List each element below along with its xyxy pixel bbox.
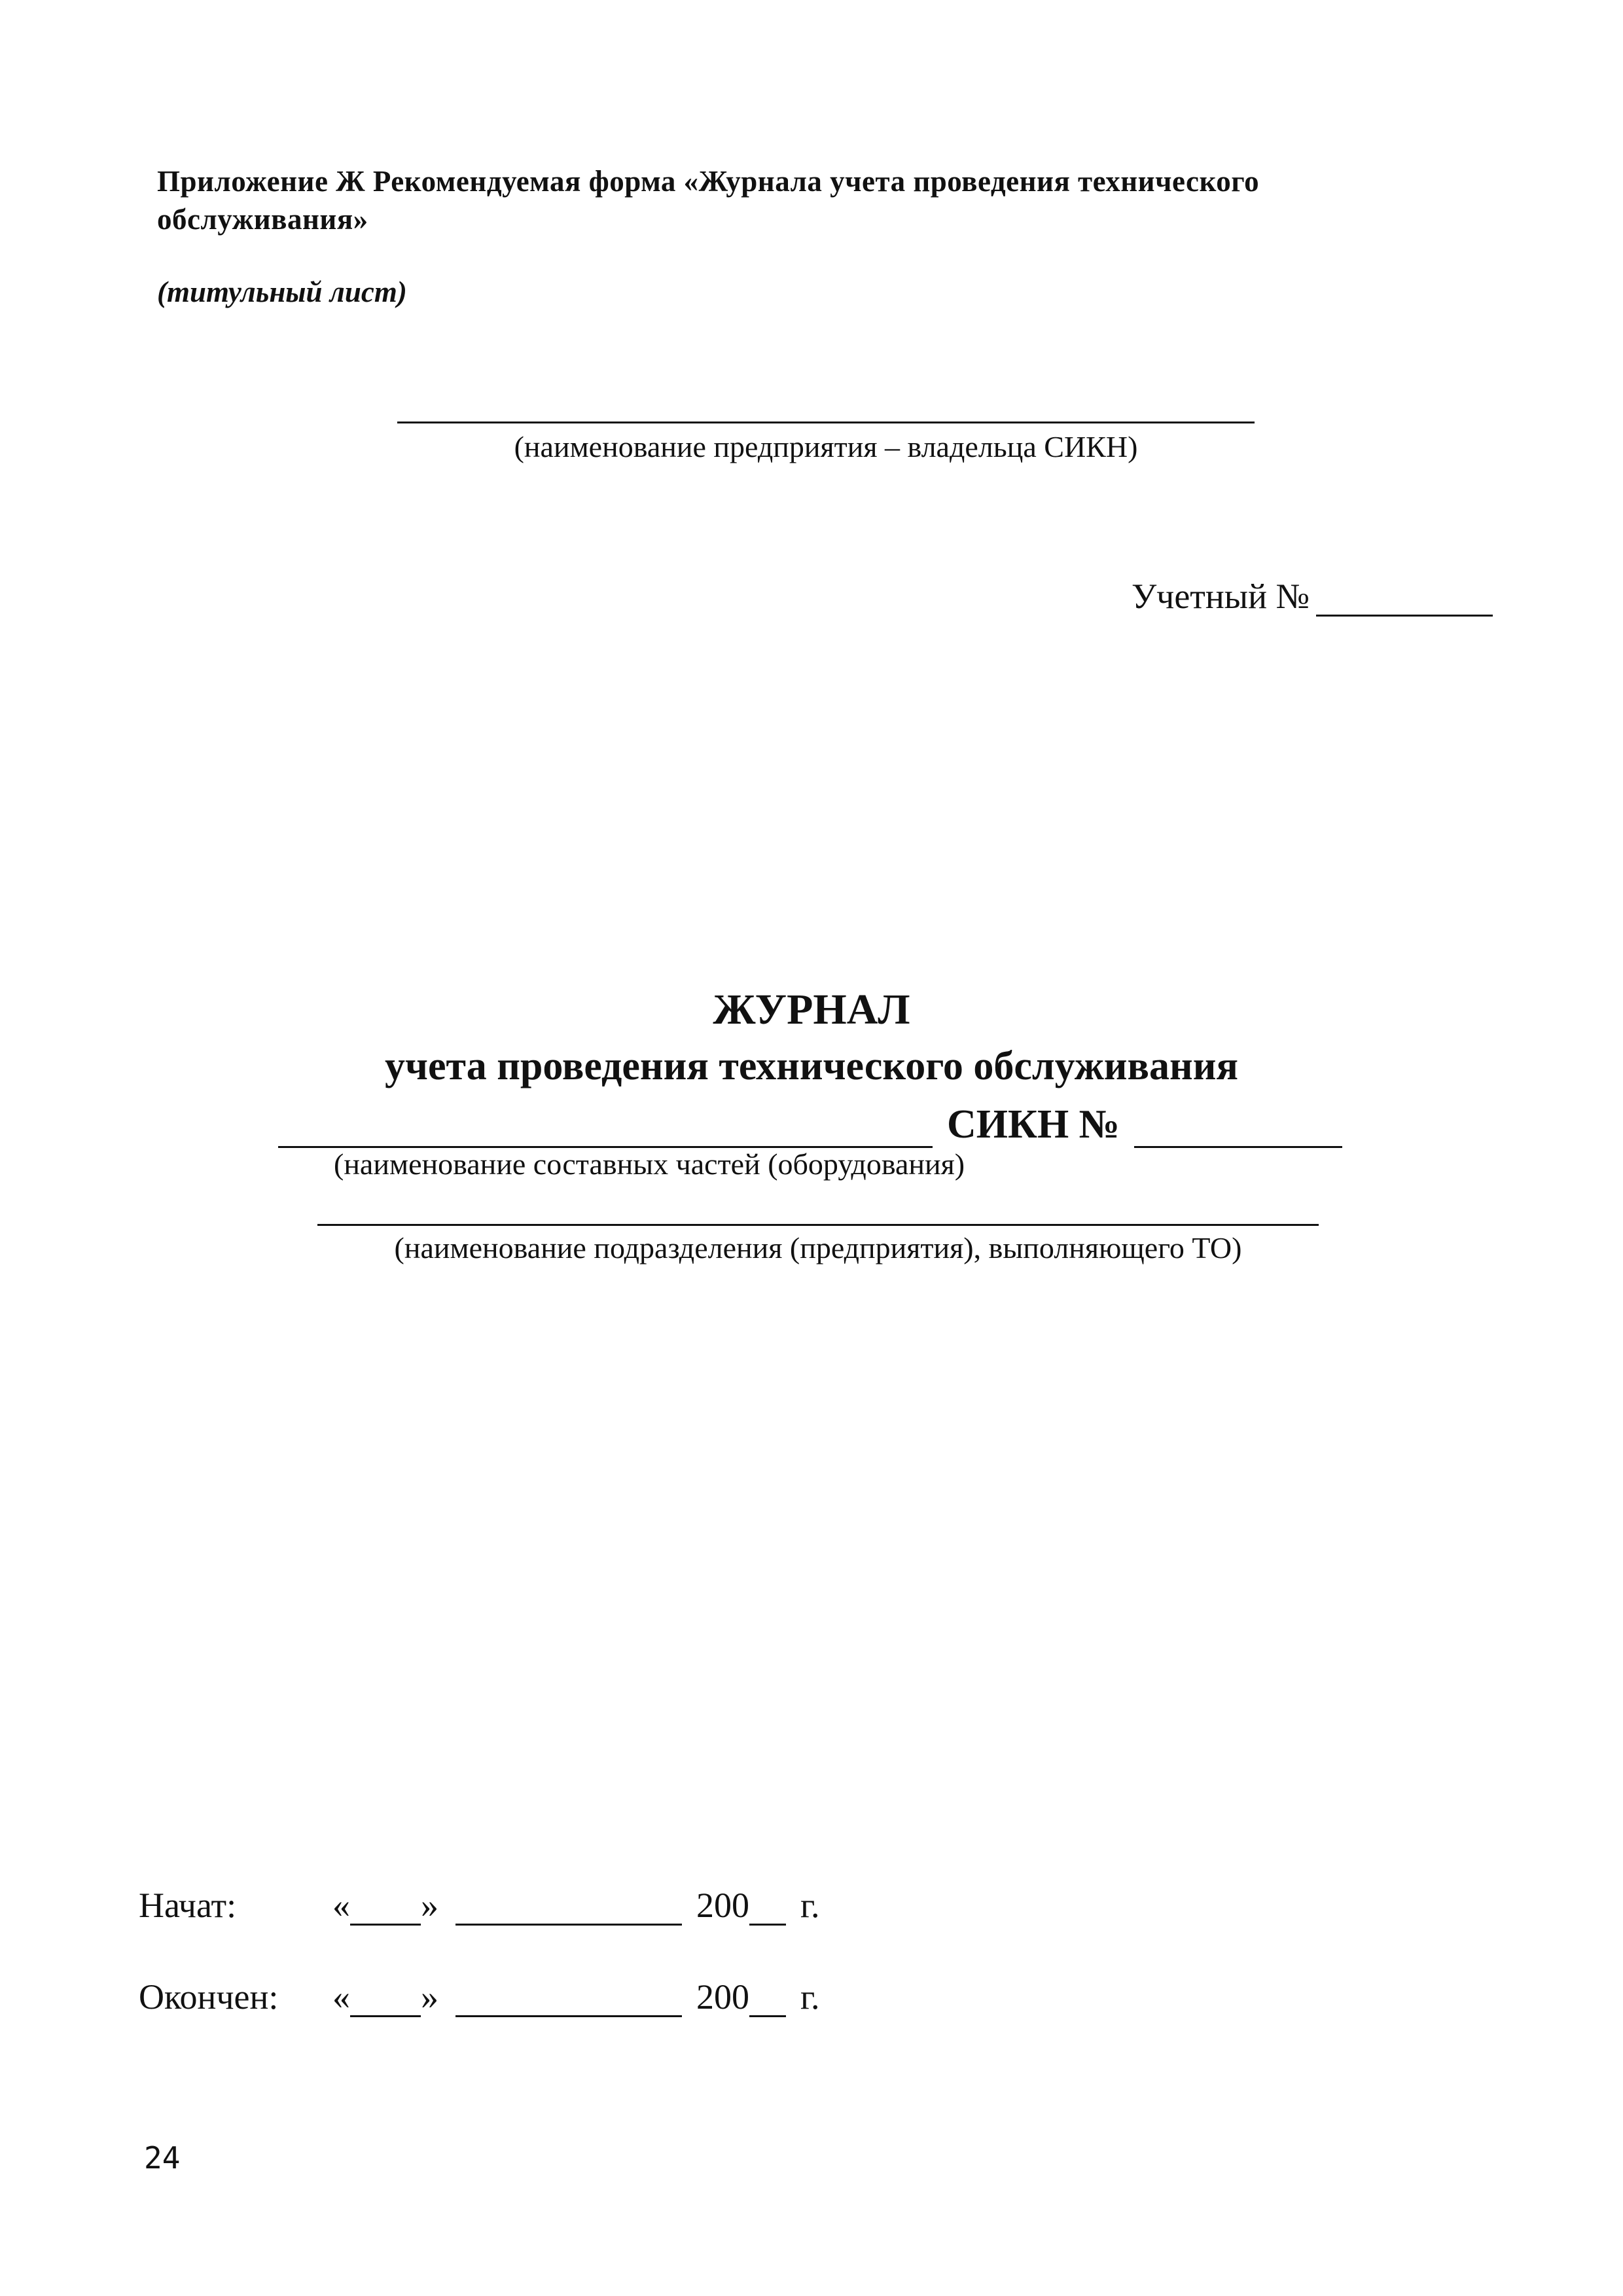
division-name-line — [317, 1224, 1319, 1226]
day-open-quote: « — [332, 1977, 350, 2017]
start-date-label: Начат: — [139, 1886, 237, 1925]
division-caption: (наименование подразделения (предприятия), выполняющего ТО) — [394, 1231, 1242, 1265]
start-year-blank — [749, 1900, 786, 1926]
end-month-blank — [455, 1992, 682, 2017]
sikn-label: СИКН № — [947, 1102, 1120, 1147]
start-month-blank — [455, 1900, 682, 1926]
sikn-number-blank — [1134, 1120, 1342, 1148]
day-open-quote: « — [332, 1886, 350, 1925]
appendix-heading: Приложение Ж Рекомендуемая форма «Журнала учета проведения технического обслуживания» — [157, 165, 1260, 236]
end-date-row — [139, 1977, 820, 2017]
day-close-quote: » — [421, 1977, 438, 2017]
start-day-blank — [350, 1900, 421, 1926]
owner-name-line — [397, 422, 1255, 423]
page-number: 24 — [144, 2140, 181, 2176]
end-year-prefix: 200 — [696, 1977, 749, 2017]
owner-caption: (наименование предприятия – владельца СИКН) — [514, 430, 1138, 463]
end-year-suffix: г. — [800, 1977, 820, 2017]
end-day-blank — [350, 1992, 421, 2017]
title-page-note: (титульный лист) — [157, 276, 407, 308]
start-year-suffix: г. — [800, 1886, 820, 1925]
components-name-blank — [278, 1120, 933, 1148]
registration-number — [1132, 576, 1493, 617]
end-date-label: Окончен: — [139, 1977, 279, 2017]
registration-number-blank — [1316, 588, 1493, 617]
journal-subtitle: учета проведения технического обслуживания — [385, 1044, 1238, 1088]
day-close-quote: » — [421, 1886, 438, 1925]
sikn-row — [278, 1102, 1342, 1148]
start-year-prefix: 200 — [696, 1886, 749, 1925]
journal-title: ЖУРНАЛ — [713, 986, 910, 1033]
components-caption: (наименование составных частей (оборудования) — [334, 1147, 965, 1181]
end-year-blank — [749, 1992, 786, 2017]
start-date-row — [139, 1885, 820, 1926]
registration-label: Учетный № — [1131, 577, 1310, 616]
